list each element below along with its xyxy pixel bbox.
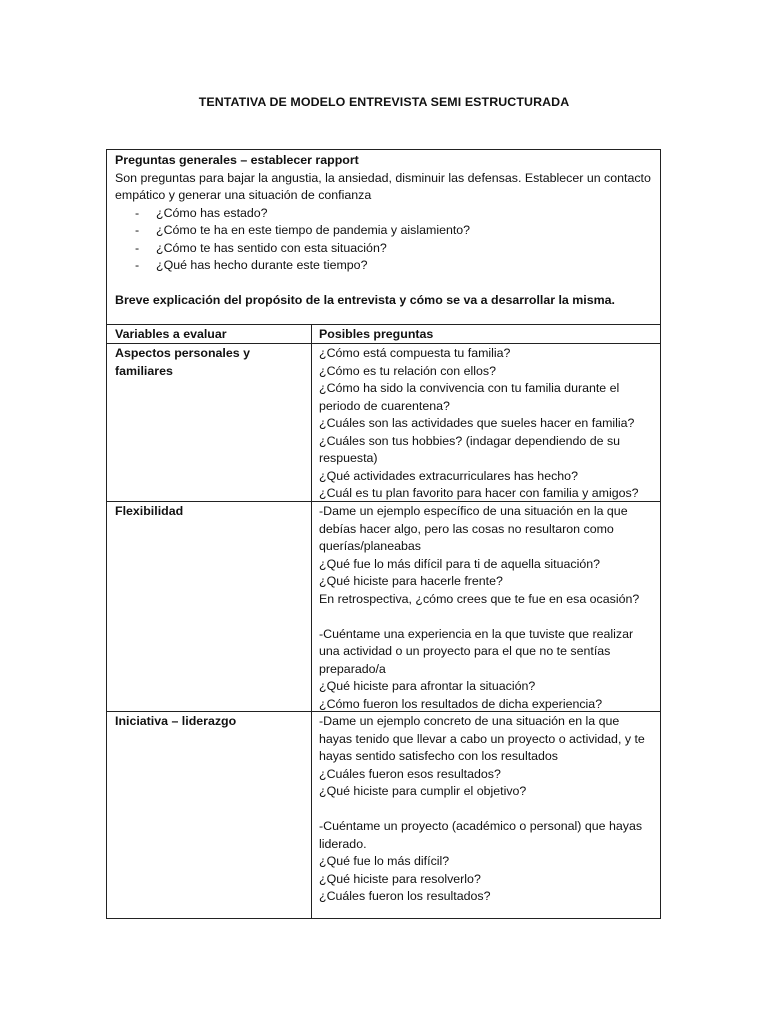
intro-section [107,150,660,325]
question-line: -Cuéntame un proyecto (académico o personal) que hayas [319,819,643,833]
question-line: periodo de cuarentena? [319,398,450,413]
question-line: hayas sentido satisfecho con los resultados [319,749,559,763]
question-line: En retrospectiva, ¿cómo crees que te fue en esa ocasión? [319,591,640,606]
variable-cell: Flexibilidad [107,502,312,711]
question-line: ¿Qué actividades extracurriculares has hecho? [319,468,578,483]
question-line: ¿Cuáles son tus hobbies? (indagar dependiendo de su [319,433,621,448]
blank-line [319,608,653,626]
question-line: ¿Qué fue lo más difícil para ti de aquella situación? [319,556,601,571]
header-questions: Posibles preguntas [319,327,434,341]
questions-cell [312,344,660,501]
question-line: ¿Cuáles fueron los resultados? [319,889,491,903]
question-line: ¿Cuáles fueron esos resultados? [319,766,501,781]
questions-cell [312,502,660,711]
list-item: - ¿Cómo te has sentido con esta situación? [135,240,387,255]
question-line: ¿Cómo ha sido la convivencia con tu familia durante el [319,381,620,395]
question-line: ¿Cuáles son las actividades que sueles hacer en familia? [319,416,635,430]
variable-cell: Iniciativa – liderazgo [107,712,312,918]
question-line: -Cuéntame una experiencia en la que tuviste que realizar [319,626,634,641]
intro-heading: Preguntas generales – establecer rapport [115,153,359,167]
blank-line [319,801,653,819]
document-title: TENTATIVA DE MODELO ENTREVISTA SEMI ESTRUCTURADA [198,95,570,109]
table-row [107,343,660,501]
question-line: ¿Cómo es tu relación con ellos? [319,363,496,378]
question-line: ¿Cómo fueron los resultados de dicha experiencia? [319,696,603,711]
question-line: preparado/a [319,661,386,676]
intro-text-line: empático y generar una situación de confianza [115,188,372,202]
question-line: liderado. [319,836,367,851]
interview-table [106,149,661,919]
header-variables: Variables a evaluar [107,325,312,343]
question-line: ¿Qué hiciste para cumplir el objetivo? [319,784,527,798]
list-item: - ¿Qué has hecho durante este tiempo? [135,258,368,272]
question-line: -Dame un ejemplo concreto de una situación en la que [319,714,620,728]
question-line: ¿Cómo está compuesta tu familia? [319,346,511,360]
purpose-text: Breve explicación del propósito de la entrevista y cómo se va a desarrollar la misma. [115,293,615,307]
question-line: debías hacer algo, pero las cosas no resultaron como [319,521,614,536]
question-line: -Dame un ejemplo específico de una situación en la que [319,504,628,518]
table-row [107,711,660,918]
table-row [107,501,660,711]
question-line: ¿Qué hiciste para afrontar la situación? [319,679,536,693]
intro-text-line: Son preguntas para bajar la angustia, la ansiedad, disminuir las defensas. Establecer un contacto [115,170,651,185]
list-item: - ¿Cómo has estado? [135,205,268,220]
variable-cell: Aspectos personales y familiares [107,344,312,501]
question-line: una actividad o un proyecto para el que no te sentías [319,644,611,658]
question-line: querías/planeabas [319,539,421,553]
question-line: hayas tenido que llevar a cabo un proyecto o actividad, y te [319,731,645,746]
questions-cell [312,712,660,918]
question-line: ¿Cuál es tu plan favorito para hacer con familia y amigos? [319,486,639,500]
question-line: ¿Qué hiciste para resolverlo? [319,871,481,886]
question-line: respuesta) [319,451,378,465]
question-line: ¿Qué hiciste para hacerle frente? [319,574,503,588]
rapport-question-list [115,205,652,275]
list-item: - ¿Cómo te ha en este tiempo de pandemia y aislamiento? [135,223,471,237]
table-header-row [107,325,660,343]
question-line: ¿Qué fue lo más difícil? [319,854,450,868]
